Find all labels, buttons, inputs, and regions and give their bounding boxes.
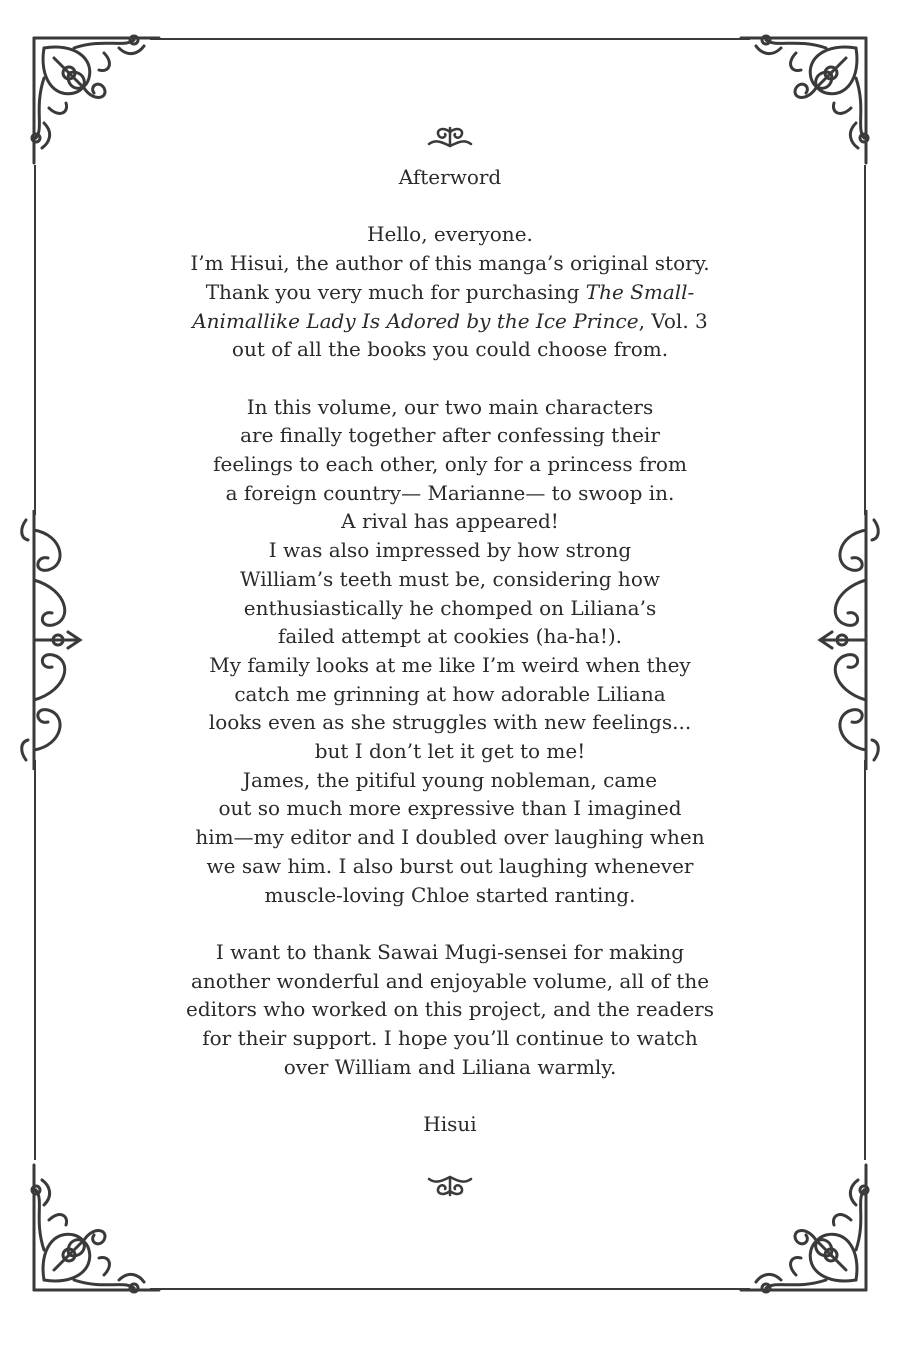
text-line: Hello, everyone.: [367, 222, 533, 247]
text-line: failed attempt at cookies (ha-ha!).: [277, 624, 623, 649]
text-line: a foreign country— Marianne— to swoop in.: [225, 480, 675, 505]
text-line: enthusiastically he chomped on Liliana’s: [243, 595, 657, 620]
text-line: In this volume, our two main characters: [246, 394, 654, 419]
text-line: I’m Hisui, the author of this manga’s original story.: [190, 251, 710, 276]
text-line: we saw him. I also burst out laughing whenever: [206, 853, 694, 878]
text-line: editors who worked on this project, and the readers: [186, 997, 714, 1022]
text-line: catch me grinning at how adorable Liliana: [234, 681, 666, 706]
text-line: [150, 278, 750, 307]
frame-left-rule-lower: [34, 760, 36, 1160]
text-line: My family looks at me like I’m weird when they: [209, 652, 691, 677]
side-flourish-icon: [18, 510, 88, 770]
text-line: over William and Liliana warmly.: [283, 1054, 617, 1079]
corner-flourish-icon: [736, 18, 886, 168]
text-line: out so much more expressive than I imagined: [218, 796, 682, 821]
book-title-part1: The Small-: [585, 279, 695, 304]
afterword-text: [150, 163, 750, 1139]
text-line: William’s teeth must be, considering how: [240, 566, 660, 591]
side-flourish-icon: [812, 510, 882, 770]
frame-right-rule: [864, 165, 866, 515]
vignette-ornament-icon: [425, 1173, 475, 1199]
corner-flourish-icon: [736, 1160, 886, 1310]
text-line: [150, 307, 750, 336]
text-line: another wonderful and enjoyable volume, all of the: [190, 968, 710, 993]
text-line: out of all the books you could choose from.: [231, 337, 669, 362]
signature: Hisui: [423, 1112, 477, 1137]
text-line: I want to thank Sawai Mugi-sensei for making: [215, 939, 685, 964]
text-line: are finally together after confessing their: [240, 423, 660, 448]
book-title-part2: Animallike Lady Is Adored by the Ice Prince: [192, 308, 639, 333]
text-line: him—my editor and I doubled over laughing when: [195, 825, 705, 850]
thanks-prefix: Thank you very much for purchasing: [205, 279, 586, 304]
text-line: feelings to each other, only for a princess from: [213, 452, 687, 476]
frame-bottom-rule: [150, 1288, 750, 1290]
frame-right-rule-lower: [864, 760, 866, 1160]
text-line: but I don’t let it get to me!: [314, 739, 586, 764]
frame-left-rule: [34, 165, 36, 515]
text-line: James, the pitiful young nobleman, came: [242, 767, 658, 792]
corner-flourish-icon: [14, 18, 164, 168]
corner-flourish-icon: [14, 1160, 164, 1310]
text-line: muscle-loving Chloe started ranting.: [264, 882, 636, 907]
text-line: A rival has appeared!: [341, 509, 559, 534]
vignette-ornament-icon: [425, 124, 475, 150]
text-line: for their support. I hope you’ll continue to watch: [202, 1026, 698, 1051]
page-title: Afterword: [398, 165, 502, 189]
text-line: I was also impressed by how strong: [268, 538, 632, 563]
text-line: looks even as she struggles with new feelings...: [208, 710, 692, 735]
frame-top-rule: [150, 38, 750, 40]
volume-suffix: , Vol. 3: [638, 308, 708, 333]
